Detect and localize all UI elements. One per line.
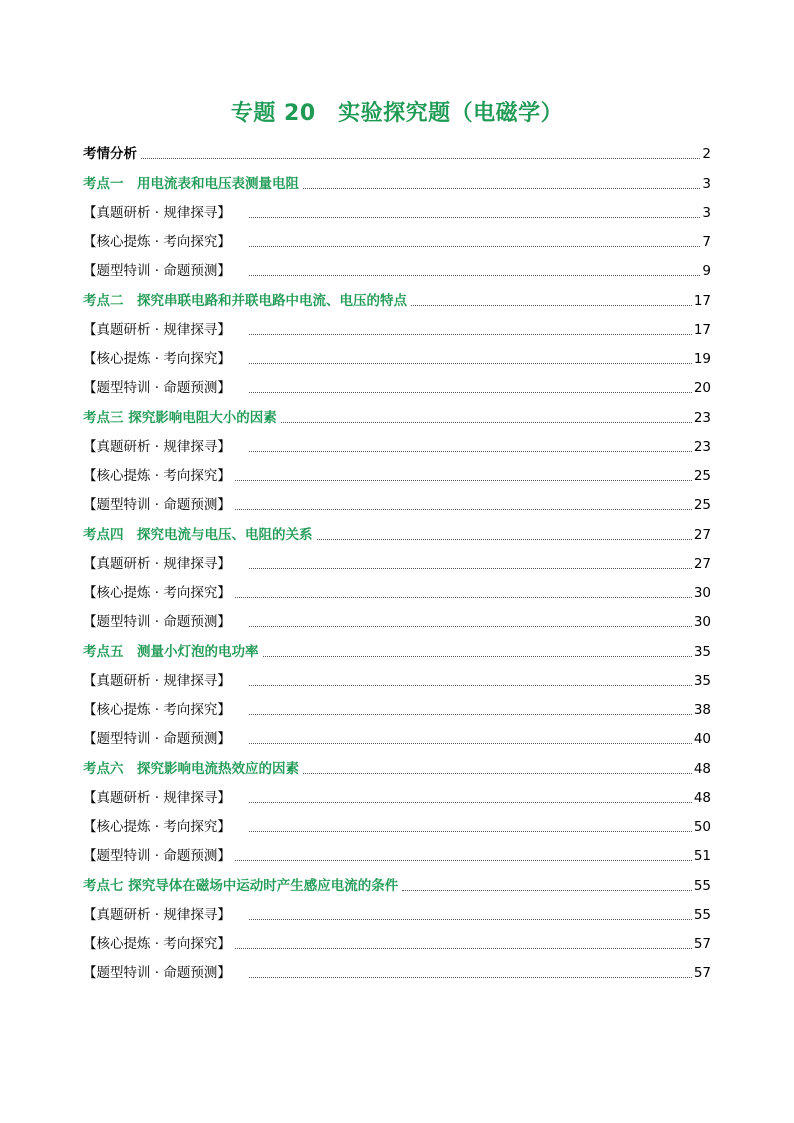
toc-entry-label: 【真题研析 · 规律探寻】 <box>83 672 231 689</box>
toc-leader-dots <box>303 187 700 189</box>
toc-entry[interactable] <box>83 690 711 719</box>
toc-page-number: 3 <box>702 175 711 192</box>
toc-entry-label: 【核心提炼 · 考向探究】 <box>83 468 231 484</box>
toc-entry-label: 考点一 用电流表和电压表测量电阻 <box>83 175 299 192</box>
toc-leader-dots <box>249 274 701 276</box>
toc-leader-dots <box>235 859 692 861</box>
toc-entry[interactable] <box>83 251 711 280</box>
toc-entry[interactable] <box>83 661 711 690</box>
toc-entry-label: 考点五 测量小灯泡的电功率 <box>83 643 259 660</box>
toc-entry[interactable] <box>83 397 711 426</box>
toc-entry[interactable] <box>83 222 711 251</box>
toc-entry[interactable] <box>83 924 711 953</box>
toc-leader-dots <box>249 918 692 920</box>
toc-leader-dots <box>249 976 692 978</box>
toc-entry[interactable] <box>83 573 711 602</box>
toc-entry-label: 【核心提炼 · 考向探究】 <box>83 819 231 835</box>
toc-entry-label: 【核心提炼 · 考向探究】 <box>83 936 231 952</box>
toc-leader-dots <box>141 157 700 159</box>
toc-page-number: 9 <box>702 263 711 280</box>
toc-leader-dots <box>281 421 692 423</box>
toc-leader-dots <box>303 772 692 774</box>
toc-page-number: 27 <box>693 526 711 543</box>
toc-leader-dots <box>317 538 692 540</box>
toc-leader-dots <box>411 304 692 306</box>
toc-entry-label: 【核心提炼 · 考向探究】 <box>83 585 231 601</box>
toc-page-number: 25 <box>693 497 711 514</box>
toc-page-number: 23 <box>693 409 711 426</box>
toc-entry-label: 【核心提炼 · 考向探究】 <box>83 702 231 718</box>
toc-page-number: 38 <box>693 702 711 718</box>
toc-leader-dots <box>249 684 692 686</box>
toc-page-number: 19 <box>693 351 711 367</box>
toc-leader-dots <box>249 362 692 364</box>
toc-page-number: 35 <box>693 672 711 689</box>
toc-entry[interactable] <box>83 631 711 660</box>
toc-page-number: 30 <box>693 614 711 631</box>
toc-entry[interactable] <box>83 895 711 924</box>
toc-entry-label: 考点六 探究影响电流热效应的因素 <box>83 760 299 777</box>
toc-leader-dots <box>249 742 692 744</box>
page-title: 专题 20 实验探究题（电磁学） <box>230 101 564 126</box>
toc-page-number: 48 <box>693 789 711 806</box>
toc-entry-label: 【真题研析 · 规律探寻】 <box>83 321 231 338</box>
toc-page-number: 3 <box>702 204 711 221</box>
toc-page-number: 30 <box>693 585 711 601</box>
toc-page-number: 17 <box>693 292 711 309</box>
toc-leader-dots <box>249 391 692 393</box>
toc-page-number: 55 <box>693 906 711 923</box>
toc-page-number: 55 <box>693 877 711 894</box>
toc-page-number: 40 <box>693 731 711 748</box>
toc-entry-label: 【题型特训 · 命题预测】 <box>83 497 231 514</box>
toc-page-number: 7 <box>702 234 711 250</box>
toc-leader-dots <box>249 625 692 627</box>
toc-leader-dots <box>249 830 692 832</box>
toc-entry[interactable] <box>83 865 711 894</box>
toc-page-number: 25 <box>693 468 711 484</box>
toc-entry-label: 考情分析 <box>83 146 137 163</box>
toc-leader-dots <box>249 801 692 803</box>
toc-entry-label: 考点四 探究电流与电压、电阻的关系 <box>83 526 313 543</box>
toc-entry-label: 【核心提炼 · 考向探究】 <box>83 234 231 250</box>
toc-entry[interactable] <box>83 807 711 836</box>
toc-leader-dots <box>235 479 692 481</box>
toc-entry-label: 【核心提炼 · 考向探究】 <box>83 351 231 367</box>
toc-entry-label: 考点二 探究串联电路和并联电路中电流、电压的特点 <box>83 292 407 309</box>
toc-leader-dots <box>249 333 692 335</box>
toc-leader-dots <box>235 508 692 510</box>
toc-leader-dots <box>235 947 692 949</box>
toc-entry-label: 【真题研析 · 规律探寻】 <box>83 204 231 221</box>
toc-entry[interactable] <box>83 748 711 777</box>
toc-page-number: 48 <box>693 760 711 777</box>
toc-entry[interactable] <box>83 310 711 339</box>
toc-entry[interactable] <box>83 514 711 543</box>
toc-page-number: 57 <box>693 936 711 952</box>
toc-entry-label: 【真题研析 · 规律探寻】 <box>83 438 231 455</box>
toc-page-number: 17 <box>693 321 711 338</box>
toc-page-number: 2 <box>702 146 711 163</box>
toc-entry-label: 【题型特训 · 命题预测】 <box>83 848 231 865</box>
toc-page-number: 27 <box>693 555 711 572</box>
toc-entry-label: 【真题研析 · 规律探寻】 <box>83 789 231 806</box>
toc-leader-dots <box>263 655 692 657</box>
toc-page-number: 23 <box>693 438 711 455</box>
toc-leader-dots <box>249 567 692 569</box>
toc-leader-dots <box>249 216 701 218</box>
toc-entry[interactable] <box>83 719 711 748</box>
toc-leader-dots <box>249 713 692 715</box>
toc-entry[interactable] <box>83 193 711 222</box>
toc-entry[interactable] <box>83 836 711 865</box>
toc-entry[interactable] <box>83 163 711 192</box>
toc-entry-label: 【真题研析 · 规律探寻】 <box>83 906 231 923</box>
toc-entry[interactable] <box>83 953 711 982</box>
toc-entry-label: 【题型特训 · 命题预测】 <box>83 614 231 631</box>
toc-entry-label: 【题型特训 · 命题预测】 <box>83 965 231 982</box>
toc-page-number: 50 <box>693 819 711 835</box>
toc-page-number: 57 <box>693 965 711 982</box>
toc-entry[interactable] <box>83 602 711 631</box>
toc-leader-dots <box>249 450 692 452</box>
toc-page-number: 51 <box>693 848 711 865</box>
toc-entry-label: 【题型特训 · 命题预测】 <box>83 380 231 397</box>
toc-entry[interactable] <box>83 778 711 807</box>
toc-entry[interactable] <box>83 134 711 163</box>
toc-entry[interactable] <box>83 544 711 573</box>
toc-leader-dots <box>249 245 701 247</box>
toc-entry[interactable] <box>83 456 711 485</box>
toc-entry-label: 【题型特训 · 命题预测】 <box>83 263 231 280</box>
toc-entry[interactable] <box>83 427 711 456</box>
toc-leader-dots <box>235 596 692 598</box>
toc-leader-dots <box>402 889 692 891</box>
toc-entry-label: 考点三 探究影响电阻大小的因素 <box>83 409 277 426</box>
table-of-contents <box>83 134 711 982</box>
toc-entry[interactable] <box>83 368 711 397</box>
toc-page-number: 20 <box>693 380 711 397</box>
toc-entry-label: 【题型特训 · 命题预测】 <box>83 731 231 748</box>
toc-entry[interactable] <box>83 485 711 514</box>
toc-entry-label: 考点七 探究导体在磁场中运动时产生感应电流的条件 <box>83 877 399 894</box>
toc-entry-label: 【真题研析 · 规律探寻】 <box>83 555 231 572</box>
toc-entry[interactable] <box>83 280 711 309</box>
toc-page-number: 35 <box>693 643 711 660</box>
toc-entry[interactable] <box>83 339 711 368</box>
